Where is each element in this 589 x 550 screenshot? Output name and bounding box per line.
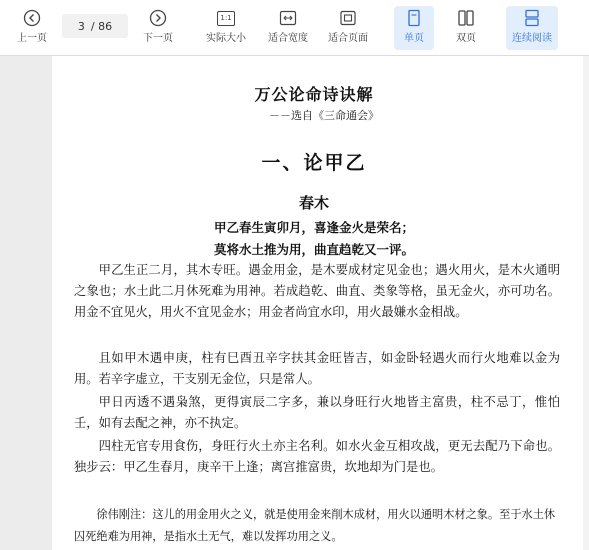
actual-size-icon (216, 8, 236, 28)
paragraph: 甲日丙透不遇枭煞，更得寅辰二字多，兼以身旺行火地皆主富贵，柱不忌丁，惟怕壬，如有去配之神，亦不执定。 (74, 395, 560, 430)
paragraph: 甲乙生正二月，其木专旺。遇金用金，是木要成材定见金也；遇火用火，是木火通明之象也；水土此二月休死难为用神。若成趋乾、曲直、类象等格，虽无金火，亦可功名。用金不宜见火，用火不宜见金水；用金者尚宜水印，用火最嫌水金相战。 (74, 263, 560, 319)
actual-size-label: 实际大小 (206, 33, 246, 44)
section-heading: 一、论甲乙 (261, 152, 367, 174)
fit-page-label: 适合页面 (328, 33, 368, 44)
fit-page-icon (338, 8, 358, 28)
chevron-left-circle-icon (22, 8, 42, 28)
continuous-read-label: 连续阅读 (512, 33, 552, 44)
page-current-input[interactable]: 3 (77, 19, 85, 33)
vertical-scrollbar[interactable] (583, 56, 589, 550)
annotation-note: 徐伟刚注：这儿的用金用火之义，就是使用金来削木成材，用火以通明木材之象。至于水土休囚死绝难为用神，是指水土无气，难以发挥功用之义。 (74, 508, 556, 543)
actual-size-button[interactable] (201, 6, 251, 50)
fit-width-label: 适合宽度 (268, 33, 308, 44)
continuous-read-icon (522, 8, 542, 28)
actual-size-icon-text: 1:1 (217, 11, 235, 26)
prev-page-label: 上一页 (17, 33, 47, 44)
fit-width-button[interactable] (263, 6, 313, 50)
single-page-label: 单页 (404, 33, 424, 44)
single-page-button[interactable] (394, 6, 434, 50)
page-total: / 86 (90, 19, 113, 33)
chevron-right-circle-icon (148, 8, 168, 28)
double-page-icon (456, 8, 476, 28)
page-indicator[interactable] (62, 14, 128, 38)
document-subtitle: －－选自《三命通会》 (269, 109, 379, 122)
fit-page-button[interactable] (323, 6, 373, 50)
verse-line: 甲乙春生寅卯月，喜逢金火是荣名； (213, 220, 414, 235)
paragraph: 四柱无官专用食伤，身旺行火土亦主名利。如水火金互相攻战，更无去配乃下命也。独步云：甲乙生春月，庚辛干上逢；离宫推富贵，坎地却为门是也。 (74, 439, 560, 474)
paragraph: 且如甲木遇申庚，柱有巳酉丑辛字扶其金旺皆吉，如金卧轻遇火而行火地难以金为用。若辛字虚立，干支别无金位，只是常人。 (74, 351, 560, 386)
continuous-read-button[interactable] (506, 6, 558, 50)
next-page-button[interactable] (136, 6, 180, 50)
single-page-icon (404, 8, 424, 28)
prev-page-button[interactable] (10, 6, 54, 50)
next-page-label: 下一页 (143, 33, 173, 44)
document-viewport[interactable] (52, 56, 589, 550)
document-title: 万公论命诗诀解 (254, 85, 374, 104)
double-page-button[interactable] (446, 6, 486, 50)
double-page-label: 双页 (456, 33, 476, 44)
fit-width-icon (278, 8, 298, 28)
sub-heading: 春木 (298, 194, 329, 212)
verse-line: 莫将水土推为用，曲直趋乾又一评。 (213, 242, 414, 257)
toolbar (0, 0, 589, 56)
